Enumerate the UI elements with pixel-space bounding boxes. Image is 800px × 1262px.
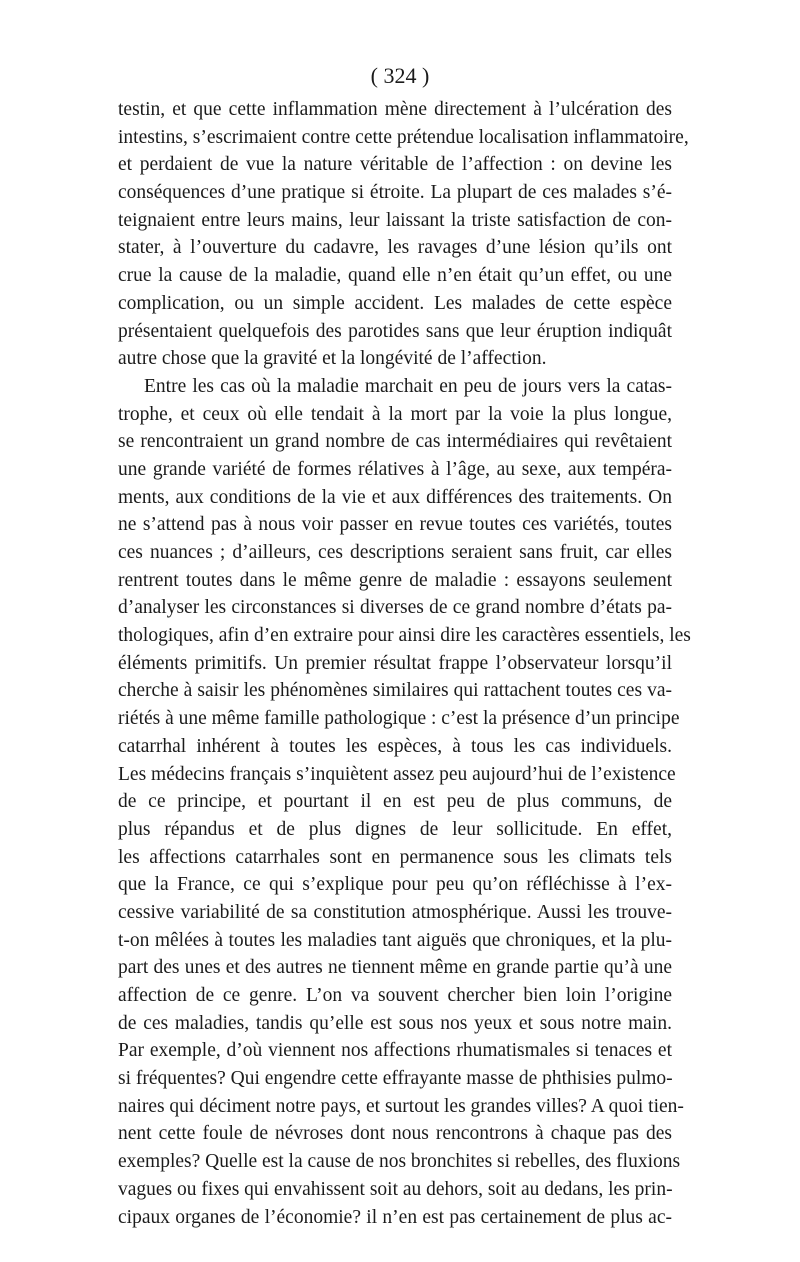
- text-line: Les médecins français s’inquiètent assez peu aujourd’hui de l’existence: [118, 763, 676, 785]
- text-line: cipaux organes de l’économie? il n’en est pas certainement de plus ac-: [118, 1206, 672, 1228]
- page-number: ( 324 ): [370, 63, 430, 88]
- text-line: nent cette foule de névroses dont nous rencontrons à chaque pas des: [118, 1123, 672, 1145]
- text-line: naires qui déciment notre pays, et surtout les grandes villes? A quoi tien-: [118, 1095, 684, 1117]
- text-line: stater, à l’ouverture du cadavre, les ravages d’une lésion qu’ils ont: [118, 237, 672, 259]
- text-line: présentaient quelquefois des parotides sans que leur éruption indiquât: [118, 320, 672, 342]
- text-line: trophe, et ceux où elle tendait à la mort par la voie la plus longue,: [118, 403, 672, 425]
- text-line: que la France, ce qui s’explique pour peu qu’on réfléchisse à l’ex-: [118, 874, 672, 896]
- text-line: d’analyser les circonstances si diverses de ce grand nombre d’états pa-: [118, 597, 672, 619]
- text-line: crue la cause de la maladie, quand elle n’en était qu’un effet, ou une: [118, 265, 672, 287]
- text-line: éléments primitifs. Un premier résultat frappe l’observateur lorsqu’il: [118, 652, 672, 674]
- text-line: Par exemple, d’où viennent nos affections rhumatismales si tenaces et: [118, 1040, 672, 1062]
- text-line: de ce principe, et pourtant il en est peu de plus communs, de: [118, 791, 672, 813]
- text-line: riétés à une même famille pathologique : c’est la présence d’un principe: [118, 708, 680, 730]
- text-line: ne s’attend pas à nous voir passer en revue toutes ces variétés, toutes: [118, 514, 672, 536]
- text-line: part des unes et des autres ne tiennent même en grande partie qu’à une: [118, 957, 672, 979]
- text-line: cessive variabilité de sa constitution atmosphérique. Aussi les trouve-: [118, 901, 672, 923]
- text-line: et perdaient de vue la nature véritable de l’affection : on devine les: [118, 154, 672, 176]
- body-text: [118, 96, 691, 1231]
- text-line: teignaient entre leurs mains, leur laissant la triste satisfaction de con-: [118, 209, 672, 231]
- text-line: cherche à saisir les phénomènes similaires qui rattachent toutes ces va-: [118, 680, 672, 702]
- paragraph: [118, 373, 691, 1231]
- text-line: conséquences d’une pratique si étroite. La plupart de ces malades s’é-: [118, 182, 672, 204]
- text-line: exemples? Quelle est la cause de nos bronchites si rebelles, des fluxions: [118, 1151, 681, 1173]
- text-line: les affections catarrhales sont en permanence sous les climats tels: [118, 846, 672, 868]
- text-line: ces nuances ; d’ailleurs, ces descriptions seraient sans fruit, car elles: [118, 542, 672, 563]
- text-line: plus répandus et de plus dignes de leur sollicitude. En effet,: [118, 818, 672, 840]
- text-line: autre chose que la gravité et la longévité de l’affection.: [118, 348, 547, 370]
- text-line: se rencontraient un grand nombre de cas intermédiaires qui revêtaient: [118, 431, 672, 453]
- text-line: Entre les cas où la maladie marchait en peu de jours vers la catas-: [144, 375, 672, 397]
- text-line: de ces maladies, tandis qu’elle est sous nos yeux et sous notre main.: [118, 1012, 672, 1034]
- text-line: rentrent toutes dans le même genre de maladie : essayons seulement: [118, 569, 672, 591]
- text-line: testin, et que cette inflammation mène directement à l’ulcération des: [118, 99, 672, 120]
- paragraph: [118, 96, 689, 373]
- text-line: affection de ce genre. L’on va souvent chercher bien loin l’origine: [118, 985, 672, 1006]
- text-line: thologiques, afin d’en extraire pour ainsi dire les caractères essentiels, les: [118, 625, 691, 647]
- text-line: ments, aux conditions de la vie et aux différences des traitements. On: [118, 486, 672, 508]
- text-line: t-on mêlées à toutes les maladies tant aiguës que chroniques, et la plu-: [118, 929, 672, 951]
- text-line: catarrhal inhérent à toutes les espèces, à tous les cas individuels.: [118, 735, 672, 757]
- text-line: complication, ou un simple accident. Les malades de cette espèce: [118, 292, 672, 314]
- text-line: intestins, s’escrimaient contre cette prétendue localisation inflammatoire,: [118, 126, 689, 148]
- text-line: une grande variété de formes rélatives à l’âge, au sexe, aux tempéra-: [118, 458, 672, 480]
- text-line: vagues ou fixes qui envahissent soit au dehors, soit au dedans, les prin-: [118, 1178, 673, 1200]
- text-line: si fréquentes? Qui engendre cette effrayante masse de phthisies pulmo-: [118, 1068, 673, 1090]
